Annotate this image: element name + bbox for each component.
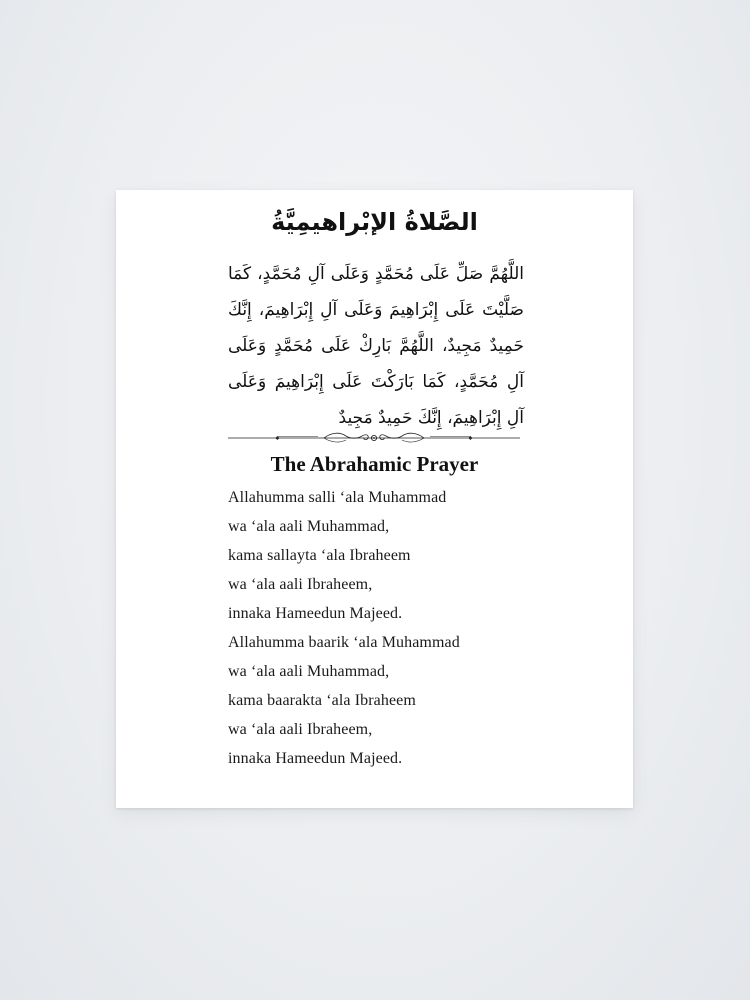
transliteration-line: kama baarakta ‘ala Ibraheem	[228, 692, 416, 709]
ornamental-divider	[228, 430, 520, 446]
transliteration-line: wa ‘ala aali Ibraheem,	[228, 576, 373, 593]
transliteration-line: kama sallayta ‘ala Ibraheem	[228, 547, 411, 564]
transliteration-line: wa ‘ala aali Muhammad,	[228, 663, 390, 680]
transliteration-line: Allahumma baarik ‘ala Muhammad	[228, 634, 460, 651]
transliteration-line: innaka Hameedun Majeed.	[228, 605, 403, 622]
transliteration-line: wa ‘ala aali Muhammad,	[228, 518, 390, 535]
english-title: The Abrahamic Prayer	[270, 452, 479, 476]
arabic-prayer-text: اللَّهُمَّ صَلِّ عَلَى مُحَمَّدٍ وَعَلَى آلِ مُحَمَّدٍ، كَمَا صَلَّيْتَ عَلَى إِبْرَاهِيمَ وَعَلَى آلِ إِبْرَاهِيمَ، إِنَّكَ حَمِيدٌ مَجِيدٌ، اللَّهُمَّ بَارِكْ عَلَى مُحَمَّدٍ وَعَلَى آلِ مُحَمَّدٍ، كَمَا بَارَكْتَ عَلَى إِبْرَاهِيمَ وَعَلَى آلِ إِبْرَاهِيمَ، إِنَّكَ حَمِيدٌ مَجِيدٌ	[228, 264, 524, 428]
transliteration-line: Allahumma salli ‘ala Muhammad	[228, 489, 447, 506]
arabic-title: الصَّلاةُ الإبْراهيمِيَّةُ	[271, 208, 478, 236]
transliteration-line: innaka Hameedun Majeed.	[228, 750, 403, 767]
transliteration-list	[228, 483, 568, 773]
poster	[116, 190, 633, 808]
transliteration-line: wa ‘ala aali Ibraheem,	[228, 721, 373, 738]
